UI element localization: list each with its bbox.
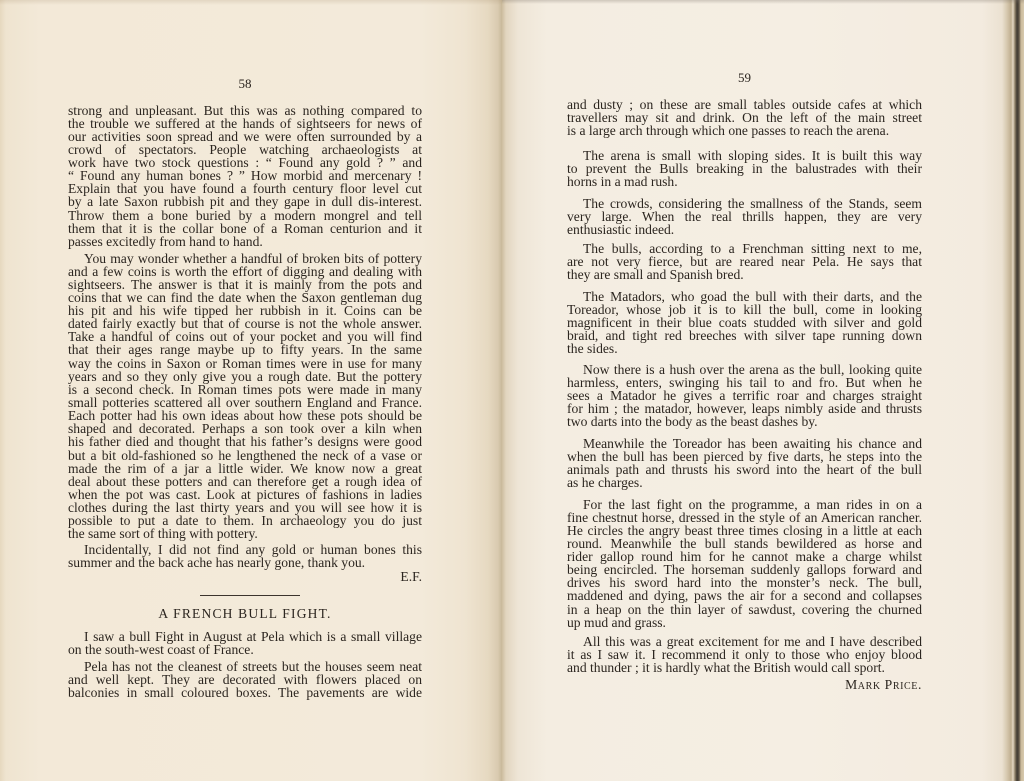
text-line: to prevent the Bulls breaking in the balustrades with their	[567, 160, 922, 176]
paragraph	[68, 104, 422, 249]
text-line: Pela has not the cleanest of streets but the houses seem neat	[84, 658, 422, 674]
text-line: round. Meanwhile the bull stands bewildered as horse and	[567, 535, 922, 551]
text-line: way the coins in Saxon or Roman times were in use for many	[68, 355, 422, 371]
text-line: as he charges.	[567, 474, 643, 490]
paragraph	[567, 149, 922, 188]
text-line: but a bit old-fashioned so he lengthened the neck of a vase or	[68, 447, 422, 463]
text-line: up mud and grass.	[567, 614, 666, 630]
text-line: made the rim of a jar a little wider. We know now a great	[68, 460, 422, 476]
text-line: maddened and dying, paws the air for a second and collapses	[567, 588, 922, 604]
text-line: the sides.	[567, 341, 618, 357]
text-line: drives his sword hard into the monster’s neck. The bull,	[567, 575, 922, 591]
text-line: Incidentally, I did not find any gold or human bones this	[84, 541, 422, 557]
text-line: and well kept. They are decorated with flowers placed on	[68, 671, 422, 687]
paragraph	[567, 98, 922, 137]
text-line: sightseers. The answer is that it is mainly from the pots and	[68, 276, 422, 292]
text-line: that their ages range maybe up to fifty years. In the same	[68, 342, 422, 358]
text-line: braid, and tight red breeches with silver tape running down	[567, 327, 922, 343]
text-line: rider gallop round him for he cannot make a charge whilst	[567, 549, 922, 565]
text-line: crowd of spectators. People watching archaeologists at	[68, 141, 422, 157]
author-signature: E.F.	[400, 568, 422, 584]
text-line: when the bull has been pierced by five darts, he steps into the	[567, 448, 922, 464]
text-line: coins that we can find the date when the Saxon gentleman dug	[68, 289, 422, 305]
article-title: A FRENCH BULL FIGHT.	[158, 606, 332, 621]
text-line: them that it is the collar bone of a Roman centurion and it	[68, 220, 422, 236]
text-line: by a late Saxon rubbish pit and they gape in dull dis-interest.	[68, 194, 422, 210]
text-line: The Matadors, who goad the bull with their darts, and the	[583, 288, 922, 304]
text-line: enthusiastic indeed.	[567, 221, 675, 237]
text-line: small potteries scattered all over southern England and France.	[68, 395, 422, 411]
paragraph	[567, 290, 922, 356]
text-line: are not very fierce, but are reared near Pela. He says that	[567, 253, 922, 269]
text-line: Take a handful of coins out of your pocket and you will find	[68, 329, 422, 345]
left-page	[0, 0, 502, 781]
text-line: passes excitedly from hand to hand.	[68, 233, 263, 249]
text-line: For the last fight on the programme, a man rides in on a	[583, 496, 922, 512]
text-line: horns in a mad rush.	[567, 173, 678, 189]
text-line: in a heap on the thin layer of sawdust, covering the churned	[567, 601, 922, 617]
paragraph	[567, 197, 922, 236]
text-line: The arena is small with sloping sides. It is built this way	[583, 147, 922, 163]
text-line: animals path and thrusts his sword into the heart of the bull	[567, 461, 922, 477]
text-line: they are small and Spanish bred.	[567, 266, 744, 282]
text-line: and a few coins is worth the effort of digging and dealing with	[68, 263, 422, 279]
section-divider	[200, 595, 300, 596]
text-line: magnificent in their blue coats studded with silver and gold	[567, 314, 922, 330]
text-line: for him ; the matador, however, leaps nimbly aside and thrusts	[567, 400, 922, 416]
text-line: and thunder ; it is hardly what the British would call sport.	[567, 659, 885, 675]
right-page	[502, 0, 1024, 781]
text-line: balconies in small coloured boxes. The pavements are wide	[68, 684, 422, 700]
text-line: The crowds, considering the smallness of the Stands, seem	[583, 195, 922, 211]
paragraph	[567, 242, 922, 281]
text-line: years and so they only give you a rough date. But the pottery	[68, 368, 422, 384]
text-line: two darts into the body as the beast dashes by.	[567, 414, 818, 430]
text-line: Explain that you have found a fourth century floor level cut	[68, 181, 422, 197]
paragraph	[567, 363, 922, 429]
text-line: Throw them a bone buried by a modern mongrel and tell	[68, 207, 422, 223]
paragraph	[68, 660, 422, 699]
page-number: 58	[238, 76, 252, 91]
text-line: harmless, enters, swinging his tail to and fro. But when he	[567, 374, 922, 390]
text-line: Toreador, whose job it is to kill the bull, come in looking	[567, 301, 922, 317]
text-line: sees a Matador he gives a terrific roar and charges straight	[567, 387, 922, 403]
text-line: is a large arch through which one passes to reach the arena.	[567, 122, 890, 138]
page-number: 59	[738, 70, 751, 85]
text-line: our activities soon spread and we were often surrounded by a	[68, 128, 422, 144]
paragraph	[567, 635, 922, 674]
text-line: travellers may sit and drink. On the left of the main street	[567, 109, 922, 125]
text-line: “ Found any human bones ? ” How morbid and mercenary !	[68, 168, 422, 184]
text-line: and dusty ; on these are small tables outside cafes at which	[567, 96, 922, 112]
text-line: dated fairly exactly but that of course is not the whole answer.	[68, 316, 422, 332]
text-line: possible to put a date to them. In archaeology you do just	[68, 513, 422, 529]
paragraph	[68, 252, 422, 541]
text-line: his pit and his wife tipped her rubbish in it. Coins can be	[68, 303, 422, 319]
paragraph	[68, 630, 422, 656]
text-line: very large. When the real thrills happen, they are very	[567, 208, 922, 224]
text-line: on the south-west coast of France.	[68, 641, 254, 657]
paragraph	[567, 498, 922, 629]
text-line: is a second check. In Roman times pots were made in many	[68, 381, 422, 397]
text-line: Each potter had his own ideas about how these pots should be	[68, 408, 422, 424]
paragraph	[567, 437, 922, 490]
text-line: work have two stock questions : “ Found any gold ? ” and	[68, 155, 422, 171]
text-line: fine chestnut horse, dressed in the style of an American rancher.	[567, 509, 922, 525]
text-line: Meanwhile the Toreador has been awaiting his chance and	[583, 435, 922, 451]
author-signature: Mark Price.	[845, 676, 922, 692]
paragraph	[68, 543, 422, 569]
text-line: when the pot was cast. Look at pictures of fashions in ladies	[68, 487, 422, 503]
text-line: summer and the back ache has nearly gone, thank you.	[68, 554, 366, 570]
text-line: his father died and thought that his father’s designs were good	[68, 434, 422, 450]
text-line: He circles the angry beast three times closing in a little at each	[567, 522, 922, 538]
text-line: Now there is a hush over the arena as the bull, looking quite	[583, 361, 922, 377]
text-line: the trouble we suffered at the hands of sightseers for news of	[68, 115, 422, 131]
text-line: being encircled. The horseman suddenly gallops forward and	[567, 562, 922, 578]
text-line: it as I saw it. I recommend it only to those who enjoy blood	[567, 646, 922, 662]
text-line: the same sort of thing with pottery.	[68, 526, 258, 542]
text-line: The bulls, according to a Frenchman sitting next to me,	[583, 240, 922, 256]
text-line: deal about these potters and can therefore get a rough idea of	[68, 473, 422, 489]
text-line: strong and unpleasant. But this was as nothing compared to	[68, 102, 422, 118]
text-line: You may wonder whether a handful of broken bits of pottery	[84, 250, 422, 266]
text-line: All this was a great excitement for me and I have described	[583, 633, 922, 649]
text-line: I saw a bull Fight in August at Pela which is a small village	[84, 628, 422, 644]
text-line: shaped and decorated. Perhaps a son took over a kiln when	[68, 421, 422, 437]
text-line: clothes during the last thirty years and you will see how it is	[68, 500, 422, 516]
